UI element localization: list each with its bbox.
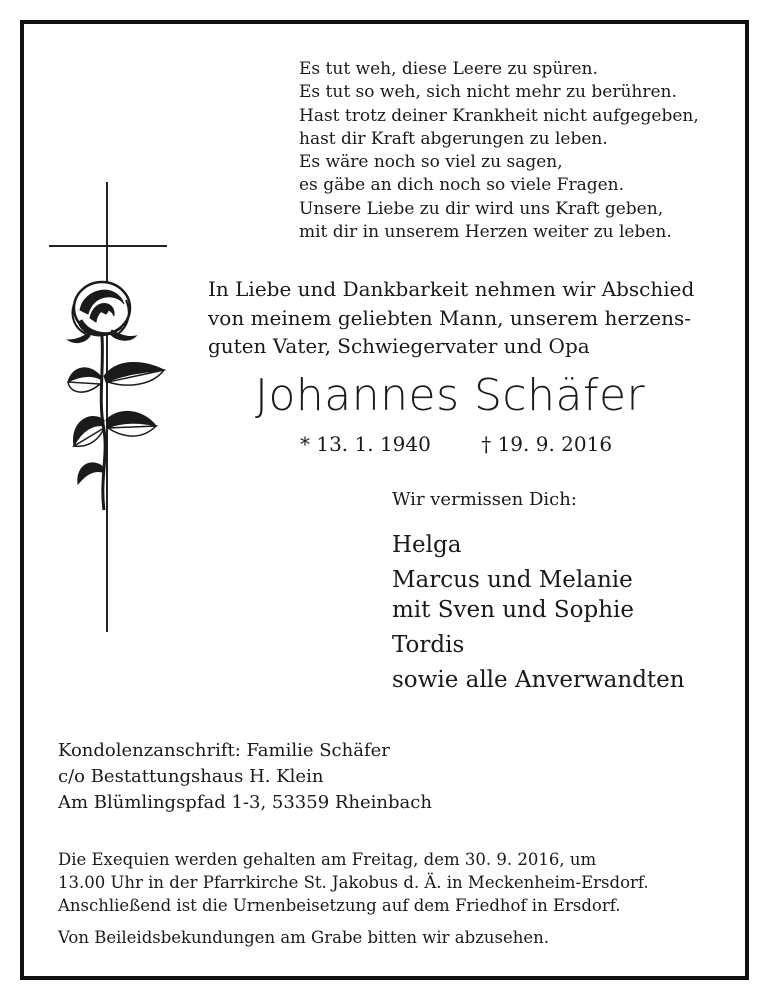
condolence-address [58, 738, 432, 816]
mourner-name: Tordis [392, 632, 465, 658]
poem-line: Hast trotz deiner Krankheit nicht aufgegeben, [299, 105, 699, 126]
poem-line: hast dir Kraft abgerungen zu leben. [299, 128, 608, 149]
poem-line: Es tut weh, diese Leere zu spüren. [299, 59, 598, 79]
birth-date: * 13. 1. 1940 [300, 432, 431, 456]
life-dates [300, 432, 612, 456]
farewell-line: von meinem geliebten Mann, unserem herzens- [208, 305, 692, 330]
service-notice [58, 848, 649, 917]
mourner-name: sowie alle Anverwandten [392, 667, 685, 693]
address-line: c/o Bestattungshaus H. Klein [58, 766, 324, 787]
address-line: Am Blümlingspfad 1-3, 53359 Rheinbach [58, 792, 432, 813]
mourner-name: Marcus und Melanie [392, 567, 633, 593]
address-line: Kondolenzanschrift: Familie Schäfer [58, 740, 390, 761]
farewell-line: guten Vater, Schwiegervater und Opa [208, 334, 590, 358]
poem-line: Es wäre noch so viel zu sagen, [299, 152, 563, 173]
death-date: † 19. 9. 2016 [481, 432, 613, 456]
mourners-list [392, 530, 685, 695]
mourner-name: Helga [392, 532, 462, 558]
poem [299, 58, 699, 244]
mourner-name: mit Sven und Sophie [392, 597, 634, 623]
farewell-line: In Liebe und Dankbarkeit nehmen wir Abschied [208, 277, 695, 301]
farewell-text [208, 275, 694, 361]
service-line: Die Exequien werden gehalten am Freitag, dem 30. 9. 2016, um [58, 850, 597, 869]
cross-horizontal-bar [49, 245, 167, 247]
service-line: Anschließend ist die Urnenbeisetzung auf dem Friedhof in Ersdorf. [58, 896, 621, 915]
poem-line: mit dir in unserem Herzen weiter zu leben. [299, 222, 672, 243]
closing-note: Von Beileidsbekundungen am Grabe bitten wir abzusehen. [58, 928, 550, 947]
poem-line: Es tut so weh, sich nicht mehr zu berühren. [299, 82, 677, 103]
poem-line: Unsere Liebe zu dir wird uns Kraft geben, [299, 198, 664, 219]
service-line: 13.00 Uhr in der Pfarrkirche St. Jakobus d. Ä. in Meckenheim-Ersdorf. [58, 873, 649, 892]
rose-icon [60, 270, 170, 520]
poem-line: es gäbe an dich noch so viele Fragen. [299, 175, 625, 196]
mourners-heading: Wir vermissen Dich: [392, 489, 577, 510]
deceased-name: Johannes Schäfer [255, 370, 646, 421]
